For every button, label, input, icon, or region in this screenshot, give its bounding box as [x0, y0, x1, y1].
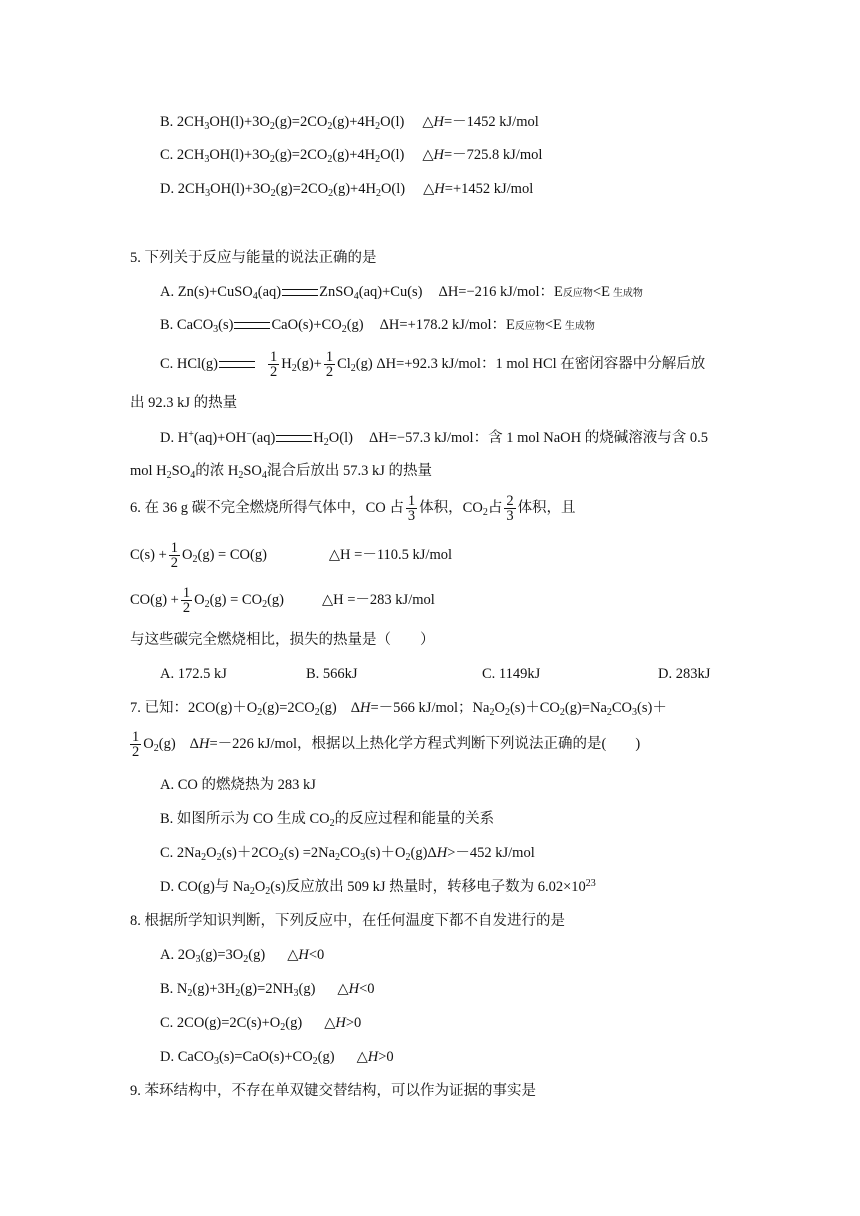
q6-stem: 6. 在 36 g 碳不完全燃烧所得气体中，CO 占 $\frac{1}{3}$ 体积，$CO_2$占 $\frac{2}{3}$ 体积，且: [130, 493, 576, 525]
q5-option-c-cont: 出 92.3 kJ 的热量: [130, 395, 238, 411]
q6-question: 与这些碳完全燃烧相比，损失的热量是（ ）: [130, 632, 435, 648]
equals-double-line: [219, 361, 255, 368]
q4-option-c: C. $2CH_3OH(l)+3O_2(g)=2CO_2(g)+4H_2O(l)$ △H=－725.8 kJ/mol: [160, 147, 543, 165]
q6-option-d: D. 283kJ: [658, 666, 711, 682]
q9-stem: 9. 苯环结构中，不存在单双键交替结构，可以作为证据的事实是: [130, 1083, 536, 1099]
fraction: $\frac{1}{3}$: [407, 493, 416, 525]
q5-option-d-cont: mol $H_2SO_4$的浓 $H_2SO_4$混合后放出 57.3 kJ 的热量: [130, 463, 433, 481]
equals-double-line: [234, 322, 270, 329]
q8-option-d: D. $CaCO_3(s)=CaO(s)+CO_2(g)$ △H>0: [160, 1049, 394, 1067]
q7-option-b: B. 如图所示为 CO 生成 $CO_2$的反应过程和能量的关系: [160, 811, 495, 829]
q7-option-d: D. CO(g)与 $Na_2O_2(s)$反应放出 509 kJ 热量时，转移电子数为 $6.02\times 10^{23}$: [160, 878, 596, 897]
q4-option-b: B. $2CH_3OH(l)+3O_2(g)=2CO_2(g)+4H_2O(l)$ △H=－1452 kJ/mol: [160, 114, 539, 132]
q5-option-c: C. HCl(g) $\frac{1}{2}$ $H_2(g)+$ $\frac{1}{2}$ $Cl_2(g)$ ΔH=+92.3 kJ/mol：1 mol HCl 在密闭容器中分解后放: [160, 349, 706, 381]
equals-double-line: [276, 435, 312, 442]
fraction: $\frac{1}{2}$: [270, 349, 278, 381]
q8-option-a: A. $2O_3(g)=3O_2(g)$ △H<0: [160, 947, 325, 965]
fraction: $\frac{1}{2}$: [170, 540, 179, 572]
q7-option-a: A. CO 的燃烧热为 283 kJ: [160, 777, 316, 793]
fraction: $\frac{2}{3}$: [506, 493, 514, 525]
q8-option-c: C. $2CO(g)=2C(s)+O_2(g)$ △H>0: [160, 1015, 362, 1033]
equals-double-line: [282, 289, 318, 296]
q8-option-b: B. $N_2(g)+3H_2(g)=2NH_3(g)$ △H<0: [160, 981, 375, 999]
q5-stem: 5. 下列关于反应与能量的说法正确的是: [130, 250, 377, 266]
fraction: $\frac{1}{2}$: [132, 729, 140, 761]
q6-option-c: C. 1149kJ: [482, 666, 541, 682]
fraction: $\frac{1}{2}$: [325, 349, 334, 381]
q6-equation-1: C(s) + $\frac{1}{2}$ $O_2(g) = CO(g)$ △H =－110.5 kJ/mol: [130, 540, 453, 572]
q5-option-b: B. CaCO$_3$(s) $CaO(s)+CO_2(g)$ ΔH=+178.2 kJ/mol：E反应物<E 生成物: [160, 317, 595, 335]
q5-option-a: A. Zn(s)+CuSO$_4$(aq) ZnSO$_4$(aq)+Cu(s) ΔH=−216 kJ/mol：E反应物<E 生成物: [160, 284, 643, 302]
q5-option-d: D. H+(aq)+OH−(aq) $H_2O(l)$ ΔH=−57.3 kJ/mol：含 1 mol NaOH 的烧碱溶液与含 0.5: [160, 429, 708, 448]
q6-equation-2: CO(g) + $\frac{1}{2}$ $O_2(g) = CO_2(g)$ △H =－283 kJ/mol: [130, 585, 435, 617]
q8-stem: 8. 根据所学知识判断，下列反应中，在任何温度下都不自发进行的是: [130, 913, 565, 929]
q6-option-a: A. 172.5 kJ: [160, 666, 227, 682]
q7-option-c: C. $2Na_2O_2(s)+2CO_2(s) =2Na_2CO_3(s)+O_2(g)\Delta H>-452$ kJ/mol: [160, 845, 535, 863]
q4-option-d: D. $2CH_3OH(l)+3O_2(g)=2CO_2(g)+4H_2O(l)$ △H=+1452 kJ/mol: [160, 181, 534, 199]
q6-option-b: B. 566kJ: [306, 666, 358, 682]
fraction: $\frac{1}{2}$: [182, 585, 191, 617]
q7-stem: 7. 已知：$2CO(g)+O_2(g)=2CO_2(g)$ ΔH=－566 kJ/mol；$Na_2O_2(s)+CO_2(g)=Na_2CO_3(s)+$: [130, 700, 667, 718]
q7-stem-cont: $\frac{1}{2}$ $O_2(g)$ ΔH=－226 kJ/mol，根据以上热化学方程式判断下列说法正确的是( ): [132, 729, 641, 761]
